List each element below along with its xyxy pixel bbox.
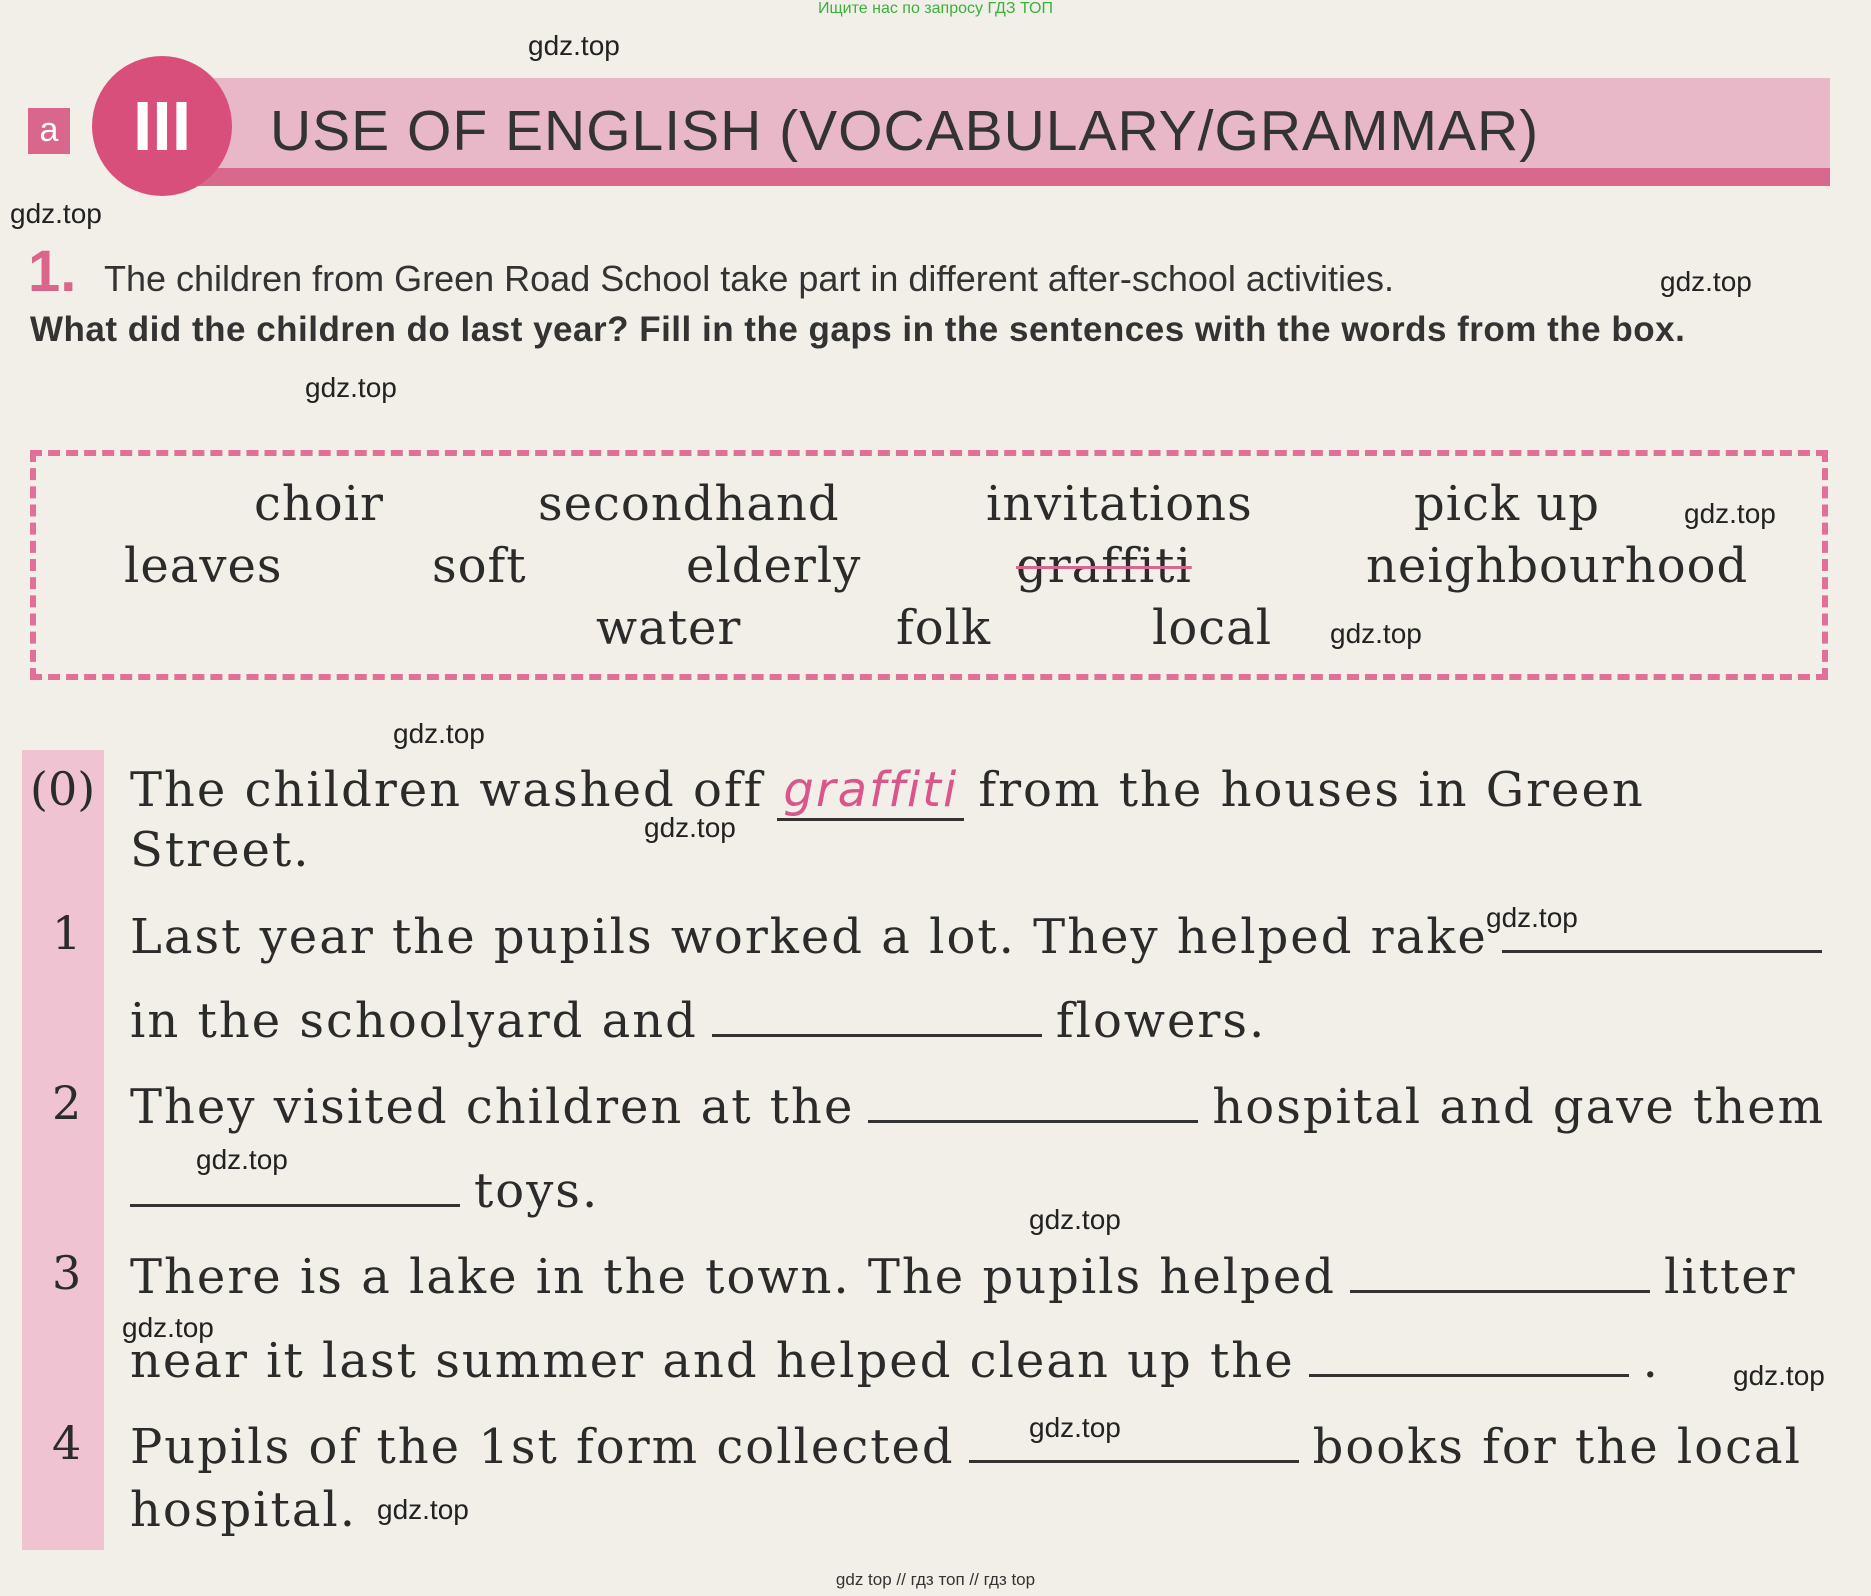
word-box — [30, 450, 1828, 680]
watermark: gdz.top — [528, 30, 620, 61]
watermark: gdz.top — [1486, 902, 1578, 933]
item-2-gap-1[interactable] — [868, 1076, 1198, 1123]
item-4-number: 4 — [52, 1416, 82, 1470]
task-number: 1. — [28, 239, 77, 304]
item-1-text: Last year the pupils worked a lot. They helped rake — [130, 909, 1488, 965]
watermark: gdz.top — [1733, 1360, 1825, 1391]
word-soft: soft — [432, 538, 527, 594]
item-4-text-1a: Pupils of the 1st form collected — [130, 1419, 955, 1475]
section-title: USE OF ENGLISH (VOCABULARY/GRAMMAR) — [270, 99, 1540, 163]
item-1-text-2b: flowers. — [1055, 993, 1267, 1049]
example-line-cont: Street. — [130, 822, 311, 878]
word-invitations: invitations — [986, 476, 1253, 532]
item-3-gap-2[interactable] — [1309, 1330, 1629, 1377]
item-1-line-2 — [130, 990, 1266, 1049]
item-3-line-1 — [130, 1246, 1797, 1305]
item-3-text-2end: . — [1642, 1333, 1660, 1389]
word-elderly: elderly — [686, 538, 862, 594]
item-3-number: 3 — [52, 1246, 82, 1300]
word-local: local — [1152, 600, 1273, 656]
example-line — [130, 762, 1645, 821]
item-4-gap[interactable] — [969, 1416, 1299, 1463]
watermark: gdz.top — [393, 718, 485, 749]
item-4-text-1b: books for the local — [1312, 1419, 1802, 1475]
watermark: gdz.top — [1660, 266, 1752, 297]
watermark: gdz.top — [644, 812, 736, 843]
watermark: gdz.top — [1029, 1412, 1121, 1443]
item-4-line-2: hospital. — [130, 1482, 358, 1538]
item-2-text-1a: They visited children at the — [130, 1079, 855, 1135]
watermark: gdz.top — [10, 198, 102, 229]
word-water: water — [596, 600, 742, 656]
item-1-number: 1 — [52, 906, 82, 960]
item-3-text-1a: There is a lake in the town. The pupils helped — [130, 1249, 1336, 1305]
example-answer: graffiti — [783, 762, 959, 818]
item-4-line-1 — [130, 1416, 1802, 1475]
section-number-circle: III — [92, 56, 232, 196]
word-secondhand: secondhand — [538, 476, 840, 532]
watermark: gdz.top — [1029, 1204, 1121, 1235]
item-3-gap-1[interactable] — [1350, 1246, 1650, 1293]
watermark: gdz.top — [305, 372, 397, 403]
watermark: gdz.top — [196, 1144, 288, 1175]
example-text-before: The children washed off — [130, 762, 764, 818]
word-graffiti: graffiti — [1016, 538, 1192, 594]
task-intro: The children from Green Road School take part in different after-school activities. — [104, 258, 1394, 299]
item-3-text-1b: litter — [1663, 1249, 1797, 1305]
word-leaves: leaves — [124, 538, 283, 594]
item-2-gap-2[interactable] — [130, 1160, 460, 1207]
watermark: gdz.top — [1330, 618, 1422, 649]
item-2-number: 2 — [52, 1076, 82, 1130]
item-3-text-2: near it last summer and helped clean up the — [130, 1333, 1295, 1389]
word-neighbourhood: neighbourhood — [1366, 538, 1749, 594]
example-text-after: from the houses in Green — [978, 762, 1645, 818]
word-pick-up: pick up — [1414, 476, 1600, 532]
word-folk: folk — [896, 600, 992, 656]
example-number: (0) — [30, 762, 96, 816]
item-2-text-1b: hospital and gave them — [1212, 1079, 1826, 1135]
example-answer-gap — [777, 762, 964, 821]
section-header-stripe — [180, 168, 1830, 186]
section-letter-badge: a — [28, 108, 70, 154]
item-2-text-2: toys. — [474, 1163, 600, 1219]
word-choir: choir — [254, 476, 384, 532]
bottom-note: gdz top // гдз топ // гдз top — [835, 1570, 1036, 1589]
item-2-line-1 — [130, 1076, 1825, 1135]
watermark: gdz.top — [377, 1494, 469, 1525]
top-banner-note: Ищите нас по запросу ГДЗ ТОП — [818, 0, 1053, 17]
watermark: gdz.top — [122, 1312, 214, 1343]
item-1-line-1 — [130, 906, 1836, 965]
item-3-line-2 — [130, 1330, 1660, 1389]
watermark: gdz.top — [1684, 498, 1776, 529]
item-1-text-2a: in the schoolyard and — [130, 993, 698, 1049]
task-instruction: What did the children do last year? Fill in the gaps in the sentences with the words from the box. — [30, 310, 1686, 349]
item-1-gap-2[interactable] — [712, 990, 1042, 1037]
